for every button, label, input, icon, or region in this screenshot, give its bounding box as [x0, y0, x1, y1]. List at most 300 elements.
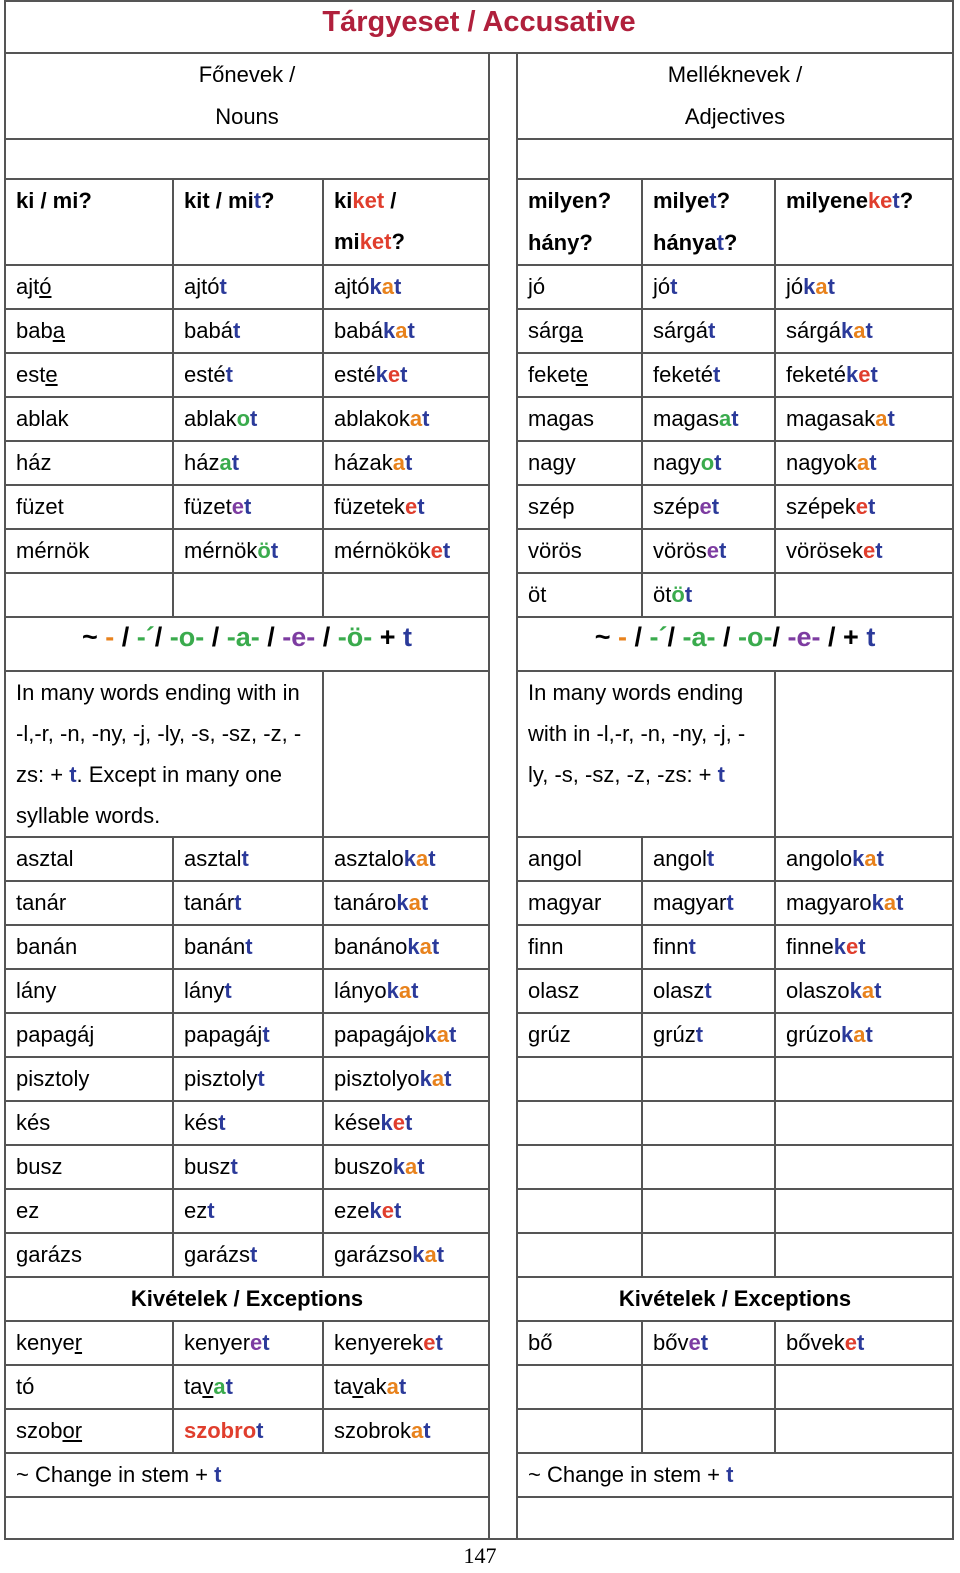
word-suffix: a [392, 450, 405, 475]
table-row [5, 969, 953, 1013]
word-suffix: e [250, 1330, 263, 1355]
word-suffix: t [442, 538, 451, 563]
word-stem: feket [528, 362, 576, 387]
rule-text: In many words ending with in -l,-r, -n, -ny, -j, -ly, -s, -sz, -z, -zs: + [528, 680, 746, 787]
word-stem: angol [653, 846, 707, 871]
noun-plural-accusative [323, 265, 489, 309]
word-suffix: a [219, 450, 232, 475]
rule-suffix: t [717, 762, 725, 787]
column-gap [489, 309, 517, 353]
noun-plural-accusative [323, 397, 489, 441]
word-suffix: k [403, 846, 416, 871]
word-stem: eze [334, 1198, 370, 1223]
noun-base [5, 265, 173, 309]
word-stem: bab [16, 318, 53, 343]
noun-accusative [173, 1409, 323, 1453]
adjective-plural-accusative [775, 529, 953, 573]
pattern-part: - [105, 622, 115, 652]
table-row [5, 485, 953, 529]
word-suffix: e [381, 1198, 394, 1223]
word-suffix: e [231, 494, 244, 519]
column-gap [489, 265, 517, 309]
word-suffix: a [856, 450, 870, 475]
word-suffix: t [407, 318, 415, 343]
noun-base: szobor [5, 1409, 173, 1453]
word-stem: ajtó [334, 274, 370, 299]
noun-base: banán [5, 925, 173, 969]
q-suffix: ket [352, 188, 385, 213]
column-gap [489, 925, 517, 969]
adjective-base: nagy [517, 441, 642, 485]
table-row [5, 1101, 953, 1145]
adjective-accusative [642, 529, 775, 573]
word-suffix: e [392, 1110, 405, 1135]
word-suffix: t [428, 846, 436, 871]
word-suffix: k [841, 1022, 854, 1047]
word-suffix: t [865, 1022, 873, 1047]
table-row [5, 309, 953, 353]
pattern-part: / [204, 622, 227, 652]
word-suffix: k [803, 274, 816, 299]
table-row [5, 353, 953, 397]
empty-cell [775, 671, 953, 837]
word-suffix: t [417, 1154, 425, 1179]
word-suffix: t [867, 494, 876, 519]
rule-text: In many words ending with in -l,-r, -n, -ny, -j, -ly, -s, -sz, -z, -zs: + [16, 680, 302, 787]
adjective-base: öt [517, 573, 642, 617]
word-stem: buszo [334, 1154, 393, 1179]
word-suffix: t [250, 406, 258, 431]
noun-plural-accusative [323, 1013, 489, 1057]
accusative-table [4, 0, 954, 1540]
word-suffix: a [431, 1066, 445, 1091]
noun-plural-accusative [323, 925, 489, 969]
word-stem: finn [653, 934, 689, 959]
word-suffix: t [726, 890, 734, 915]
word-stem: sárg [528, 318, 571, 343]
word-suffix: a [419, 934, 432, 959]
empty-cell [775, 1409, 953, 1453]
noun-plural-accusative [323, 309, 489, 353]
adjective-plural-accusative [775, 265, 953, 309]
word-stem: feketé [786, 362, 846, 387]
word-suffix: t [865, 318, 873, 343]
word-suffix: k [412, 1242, 425, 1267]
adjective-base: jó [517, 265, 642, 309]
noun-accusative [173, 397, 323, 441]
table-row [5, 265, 953, 309]
noun-accusative [173, 1189, 323, 1233]
word-suffix: t [225, 362, 233, 387]
empty-cell [517, 1057, 642, 1101]
word-suffix: t [704, 978, 712, 1003]
adjective-accusative [642, 969, 775, 1013]
empty-row [517, 1497, 953, 1539]
word-suffix: t [411, 978, 419, 1003]
noun-plural-accusative [323, 1233, 489, 1277]
word-stem: magyar [653, 890, 727, 915]
adjective-accusative [642, 573, 775, 617]
word-suffix: t [241, 846, 249, 871]
word-suffix: k [833, 934, 846, 959]
word-suffix: a [861, 978, 875, 1003]
empty-cell [642, 1365, 775, 1409]
word-stem: feketé [653, 362, 713, 387]
word-suffix: a [411, 1418, 424, 1443]
noun-accusative [173, 925, 323, 969]
word-suffix: t [688, 934, 696, 959]
word-suffix: t [219, 274, 227, 299]
column-gap [489, 1145, 517, 1189]
adjective-plural-accusative [775, 397, 953, 441]
empty-cell [642, 1409, 775, 1453]
word-stem: papagájo [334, 1022, 425, 1047]
pattern-part: / [627, 622, 650, 652]
word-suffix: k [392, 1154, 405, 1179]
word-stem: kése [334, 1110, 381, 1135]
word-suffix: a [864, 846, 877, 871]
q-suffix: ke [867, 188, 893, 213]
word-stem: szobrok [334, 1418, 412, 1443]
empty-cell [642, 1233, 775, 1277]
noun-plural-accusative [323, 1321, 489, 1365]
word-suffix: a [853, 318, 866, 343]
word-suffix: e [706, 538, 720, 563]
word-stem: kés [184, 1110, 219, 1135]
word-suffix: t [435, 1330, 443, 1355]
word-suffix: a [395, 318, 408, 343]
word-suffix: t [420, 890, 429, 915]
word-suffix: t [257, 1066, 265, 1091]
adjective-plural-accusative [775, 837, 953, 881]
word-stem: asztal [184, 846, 242, 871]
noun-base: füzet [5, 485, 173, 529]
noun-base: kenyer [5, 1321, 173, 1365]
adjective-accusative [642, 397, 775, 441]
table-row [5, 837, 953, 881]
adjective-pattern [517, 617, 953, 671]
word-suffix: a [815, 274, 828, 299]
word-suffix: t [262, 1330, 270, 1355]
column-gap [489, 179, 517, 265]
pattern-part: / [259, 622, 283, 652]
word-suffix: k [419, 1066, 432, 1091]
word-suffix: t [896, 890, 904, 915]
word-stem: bővek [786, 1330, 845, 1355]
noun-base: ablak [5, 397, 173, 441]
noun-plural-accusative [323, 1145, 489, 1189]
noun-accusative [173, 1233, 323, 1277]
word-suffix: a [409, 406, 423, 431]
word-suffix: t [243, 494, 252, 519]
noun-plural-accusative [323, 1189, 489, 1233]
note-text: ~ Change in stem + [16, 1462, 215, 1487]
word-suffix: t [856, 1330, 865, 1355]
word-suffix: t [436, 1242, 445, 1267]
empty-cell [517, 1233, 642, 1277]
question-milyen-hany [517, 179, 642, 265]
adjective-exceptions-heading: Kivételek / Exceptions [517, 1277, 953, 1321]
word-stem: tav [184, 1374, 214, 1399]
word-suffix: k [396, 890, 409, 915]
word-suffix: e [855, 494, 868, 519]
noun-base [5, 309, 173, 353]
table-row [5, 573, 953, 617]
word-suffix: e [688, 1330, 701, 1355]
word-suffix: t [869, 450, 877, 475]
word-stem: magyaro [786, 890, 872, 915]
noun-base: tanár [5, 881, 173, 925]
word-suffix: t [404, 1110, 413, 1135]
word-suffix: o [242, 1418, 257, 1443]
word-suffix: e [844, 1330, 857, 1355]
word-suffix: t [876, 846, 884, 871]
nouns-heading-en: Nouns [215, 104, 279, 129]
adjective-plural-accusative [775, 1321, 953, 1365]
question-ki-mi [5, 179, 173, 265]
adjective-accusative [642, 1013, 775, 1057]
empty-cell [642, 1189, 775, 1233]
adjective-plural-accusative [775, 881, 953, 925]
word-suffix: t [245, 934, 253, 959]
pattern-part: ~ [594, 622, 618, 652]
word-suffix: e [404, 494, 418, 519]
word-final-vowel: ó [39, 274, 52, 299]
word-stem: nagyok [786, 450, 857, 475]
empty-cell [517, 1101, 642, 1145]
q-part: kit [184, 188, 210, 213]
adjective-plural-accusative [775, 309, 953, 353]
word-suffix: t [708, 318, 716, 343]
adjective-accusative [642, 925, 775, 969]
word-suffix: a [853, 1022, 866, 1047]
word-suffix: o [236, 406, 251, 431]
pattern-part: / [315, 622, 338, 652]
question-milyeneket [775, 179, 953, 265]
word-suffix: e [423, 1330, 436, 1355]
q-suffix: t [892, 188, 900, 213]
table-row [5, 1233, 953, 1277]
word-suffix: e [858, 362, 871, 387]
pattern-part: -e- [282, 622, 316, 652]
pattern-part: / [667, 622, 683, 652]
word-suffix: k [841, 318, 854, 343]
word-stem: jó [653, 274, 671, 299]
noun-accusative [173, 441, 323, 485]
adjective-base: magyar [517, 881, 642, 925]
word-suffix: t [714, 450, 722, 475]
word-stem: magasak [786, 406, 876, 431]
noun-base: busz [5, 1145, 173, 1189]
word-suffix: t [887, 406, 895, 431]
page-number: 147 [463, 1543, 497, 1568]
word-suffix: t [444, 1066, 452, 1091]
note-suffix: t [726, 1462, 734, 1487]
noun-accusative [173, 485, 323, 529]
word-suffix: t [449, 1022, 457, 1047]
noun-plural-accusative: tavakat [323, 1365, 489, 1409]
empty-cell [517, 1365, 642, 1409]
word-suffix: t [262, 1022, 270, 1047]
word-final-vowel: e [575, 362, 588, 387]
adjective-accusative [642, 485, 775, 529]
word-suffix: t [431, 934, 440, 959]
noun-pattern [5, 617, 489, 671]
word-stem: angolo [786, 846, 853, 871]
empty-cell [775, 1145, 953, 1189]
table-row [5, 1321, 953, 1365]
noun-base: kés [5, 1101, 173, 1145]
column-gap [489, 1233, 517, 1277]
word-suffix: t [858, 934, 866, 959]
adjective-plural-accusative [775, 969, 953, 1013]
noun-plural-accusative [323, 1101, 489, 1145]
word-stem: pisztoly [184, 1066, 258, 1091]
word-suffix: a [213, 1374, 226, 1399]
pattern-part: ~ [81, 622, 106, 652]
word-suffix: o [700, 450, 715, 475]
column-gap [489, 397, 517, 441]
word-stem: olaszo [786, 978, 850, 1003]
word-stem: kenyer [184, 1330, 251, 1355]
column-gap [489, 671, 517, 837]
word-suffix: t [234, 890, 242, 915]
noun-accusative [173, 353, 323, 397]
noun-accusative [173, 1321, 323, 1365]
word-stem: szép [653, 494, 700, 519]
adjective-base: grúz [517, 1013, 642, 1057]
noun-accusative [173, 1013, 323, 1057]
word-suffix: k [845, 362, 859, 387]
word-suffix: a [875, 406, 888, 431]
q-suffix: t [716, 230, 724, 255]
column-gap [489, 1277, 517, 1321]
noun-base: asztal [5, 837, 173, 881]
word-suffix: t [393, 274, 402, 299]
adjective-base: magas [517, 397, 642, 441]
word-suffix: t [232, 318, 241, 343]
table-row [5, 1365, 953, 1409]
word-suffix: t [393, 1198, 402, 1223]
word-suffix: t [719, 538, 727, 563]
word-stem: olasz [653, 978, 705, 1003]
empty-cell [323, 573, 489, 617]
word-stem: szobr [184, 1418, 243, 1443]
table-row [5, 529, 953, 573]
column-gap [489, 1453, 517, 1497]
word-suffix: t [218, 1110, 226, 1135]
word-suffix: k [382, 318, 396, 343]
table-row [5, 1057, 953, 1101]
adjectives-heading [517, 53, 953, 139]
word-suffix: a [386, 1374, 399, 1399]
word-stem: sárgá [653, 318, 709, 343]
nouns-heading [5, 53, 489, 139]
pattern-part: -´ [136, 622, 155, 652]
rule-text: . Except in many one syllable words. [16, 762, 282, 828]
column-gap [489, 1101, 517, 1145]
adjective-base [517, 353, 642, 397]
nouns-heading-hu: Főnevek / [198, 62, 296, 87]
word-suffix: t [224, 978, 232, 1003]
word-suffix: e [430, 538, 443, 563]
pattern-part: / + [820, 622, 867, 652]
word-suffix: k [369, 274, 382, 299]
noun-base: papagáj [5, 1013, 173, 1057]
empty-cell [5, 573, 173, 617]
pattern-part: / [114, 622, 137, 652]
word-suffix: t [230, 1154, 238, 1179]
word-suffix: t [684, 582, 693, 607]
noun-rule [5, 671, 323, 837]
word-suffix: a [436, 1022, 450, 1047]
noun-base: pisztoly [5, 1057, 173, 1101]
word-stem: öt [653, 582, 672, 607]
q-suffix: t [709, 188, 717, 213]
word-suffix: a [398, 978, 412, 1003]
q-part: ki [334, 188, 353, 213]
noun-base: ez [5, 1189, 173, 1233]
word-suffix: ö [257, 538, 271, 563]
word-suffix: t [670, 274, 678, 299]
empty-cell [642, 1145, 775, 1189]
column-gap [489, 529, 517, 573]
word-stem: asztalo [334, 846, 404, 871]
noun-accusative [173, 837, 323, 881]
table-row [5, 1189, 953, 1233]
word-suffix: t [731, 406, 739, 431]
word-suffix: k [852, 846, 865, 871]
q-part: milyen? [528, 188, 612, 213]
stem-change: or [62, 1418, 83, 1443]
word-stem: ez [184, 1198, 208, 1223]
question-text: ki / mi? [16, 188, 92, 213]
word-suffix: t [231, 450, 240, 475]
exception-rows [5, 1321, 953, 1453]
column-gap [489, 1189, 517, 1233]
adjective-accusative [642, 353, 775, 397]
column-gap [489, 837, 517, 881]
noun-accusative [173, 1145, 323, 1189]
word-suffix: k [386, 978, 399, 1003]
noun-plural-accusative [323, 837, 489, 881]
q-part: milye [653, 188, 710, 213]
empty-cell [323, 671, 489, 837]
q-part: ? [899, 188, 914, 213]
empty-cell [775, 1101, 953, 1145]
column-gap [489, 441, 517, 485]
word-stem: esté [334, 362, 376, 387]
word-final-vowel: a [52, 318, 65, 343]
table-row [5, 441, 953, 485]
word-stem: grúz [653, 1022, 696, 1047]
column-gap [489, 139, 517, 179]
word-stem: lányo [334, 978, 387, 1003]
adjective-plural-accusative [775, 485, 953, 529]
stem-change: r [74, 1330, 83, 1355]
column-gap [489, 617, 517, 671]
word-suffix: k [380, 1110, 393, 1135]
word-suffix: t [827, 274, 835, 299]
word-suffix: a [719, 406, 732, 431]
q-part: ? [391, 229, 405, 254]
adjective-accusative [642, 1321, 775, 1365]
adjective-accusative [642, 441, 775, 485]
adjective-base: angol [517, 837, 642, 881]
word-stem: ablak [184, 406, 237, 431]
word-stem: pisztolyo [334, 1066, 420, 1091]
noun-base: garázs [5, 1233, 173, 1277]
